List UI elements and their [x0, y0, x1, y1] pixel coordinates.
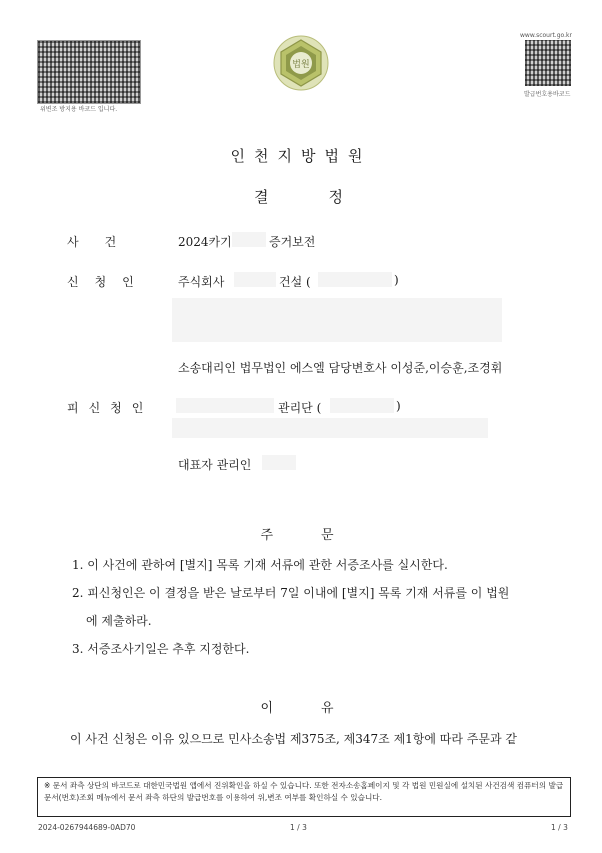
- legal-agent: 소송대리인 법무법인 에스엘 담당변호사 이성준,이승훈,조경휘: [178, 361, 503, 375]
- reason-text: 이 사건 신청은 이유 있으므로 민사소송법 제375조, 제347조 제1항에 따라 주문과 같: [70, 732, 517, 746]
- respondent-name: 관리단 (: [278, 401, 322, 415]
- applicant-prefix: 주식회사: [178, 275, 225, 289]
- court-seal-icon: [272, 34, 330, 92]
- site-url: www.scourt.go.kr: [520, 32, 572, 39]
- redaction: [176, 398, 274, 413]
- respondent-representative: 대표자 관리인: [178, 458, 252, 472]
- seal-label: 법원: [292, 60, 310, 70]
- page-number-center: 1 / 3: [290, 823, 307, 832]
- authenticity-barcode: [37, 40, 141, 104]
- applicant-close: ): [394, 273, 399, 287]
- left-barcode-caption: 위변조 방지용 바코드 입니다.: [40, 106, 118, 113]
- order-item-3: 3. 서증조사기일은 추후 지정한다.: [72, 642, 250, 656]
- respondent-close: ): [396, 399, 401, 413]
- issue-barcode: [525, 40, 571, 86]
- applicant-suffix: 건설 (: [279, 275, 311, 289]
- applicant-label: 신청인: [67, 275, 150, 289]
- redaction: [232, 232, 266, 247]
- redaction: [262, 455, 296, 470]
- redaction: [330, 398, 394, 413]
- order-item-1: 1. 이 사건에 관하여 [별지] 목록 기재 서류에 관한 서증조사를 실시한다.: [72, 558, 448, 572]
- issue-number: 2024-0267944689-0AD70: [38, 823, 136, 832]
- document-title: 결정: [254, 188, 403, 206]
- court-name: 인천지방법원: [230, 147, 372, 165]
- redacted-address: [172, 298, 502, 342]
- reason-heading: 이유: [260, 701, 382, 716]
- case-number: 2024카기: [178, 235, 232, 249]
- redaction: [234, 272, 276, 287]
- page-number-right: 1 / 3: [551, 823, 568, 832]
- order-item-2: 2. 피신청인은 이 결정을 받은 날로부터 7일 이내에 [별지] 목록 기재 서류를 이 법원: [72, 586, 510, 600]
- right-barcode-caption: 발급번호용바코드: [524, 91, 571, 98]
- authenticity-notice: ※ 문서 좌측 상단의 바코드로 대한민국법원 앱에서 진위확인을 하실 수 있습니다. 또한 전자소송홈페이지 및 각 법원 민원실에 설치된 사건검색 컴퓨터의 발급문서(번호)조회 메뉴에서 문서 좌측 하단의 발급번호를 이용하여 위,변조 여부를 확인하실 수 있습니다.: [37, 777, 571, 817]
- case-label: 사건: [67, 235, 143, 249]
- order-item-2-cont: 에 제출하라.: [86, 614, 152, 628]
- order-heading: 주문: [260, 528, 382, 543]
- respondent-label: 피신청인: [67, 401, 154, 415]
- redaction: [318, 272, 392, 287]
- redacted-address: [172, 418, 488, 438]
- case-name: 증거보전: [269, 235, 316, 249]
